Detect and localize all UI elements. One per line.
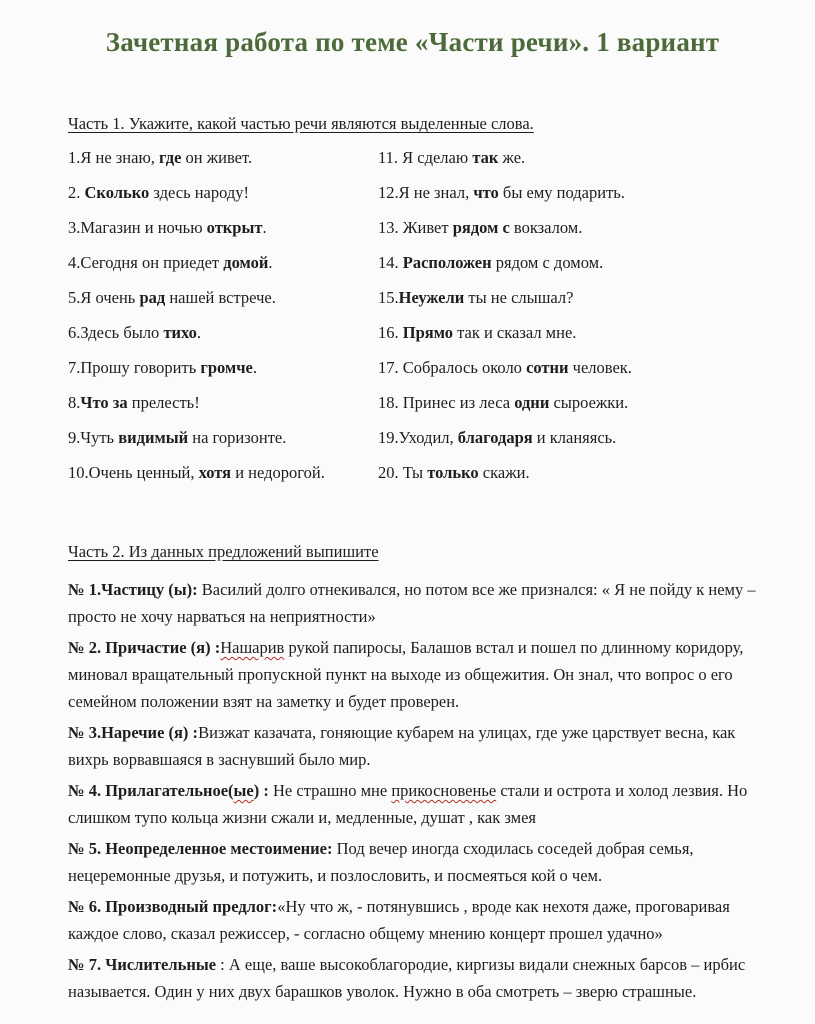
part2-task-5: № 5. Неопределенное местоимение: Под вечер иногда сходилась соседей добрая семья, нецеремонные друзья, и потужить, и позлословить, и посмеяться кой о чем. <box>68 839 694 885</box>
part2-task-1: № 1.Частицу (ы): Василий долго отнекивался, но потом все же признался: « Я не пойду к нему – просто не хочу нарваться на неприятности» <box>68 580 756 626</box>
part1-heading: Часть 1. Укажите, какой частью речи являются выделенные слова. <box>68 114 534 133</box>
part1-left-column <box>68 148 378 498</box>
part1-item-14: 14. Расположен рядом с домом. <box>378 253 604 272</box>
part1-item-8: 8.Что за прелесть! <box>68 393 200 412</box>
part1-item-13: 13. Живет рядом с вокзалом. <box>378 218 583 237</box>
part2-task-3: № 3.Наречие (я) :Визжат казачата, гоняющие кубарем на улицах, где уже царствует весна, как вихрь ворвавшаяся в заснувший было мир. <box>68 723 736 769</box>
part1-item-2: 2. Сколько здесь народу! <box>68 183 250 202</box>
part1-items-grid <box>68 148 757 498</box>
part1-item-12: 12.Я не знал, что бы ему подарить. <box>378 183 625 202</box>
part1-item-5: 5.Я очень рад нашей встрече. <box>68 288 276 307</box>
part2-task-4: № 4. Прилагательное(ые) : Не страшно мне прикосновенье стали и острота и холод лезвия. Но слишком тупо кольца жизни сжали и, медленные, душат , как змея <box>68 781 748 827</box>
part2-task-6: № 6. Производный предлог:«Ну что ж, - потянувшись , вроде как нехотя даже, проговаривая каждое слово, сказал режиссер, - согласно общему мнению концерт прошел удачно» <box>68 897 730 943</box>
part1-item-10: 10.Очень ценный, хотя и недорогой. <box>68 463 325 482</box>
page-title: Зачетная работа по теме «Части речи». 1 вариант <box>105 27 720 57</box>
part1-item-6: 6.Здесь было тихо. <box>68 323 202 342</box>
part1-item-20: 20. Ты только скажи. <box>378 463 530 482</box>
part1-item-17: 17. Собралось около сотни человек. <box>378 358 632 377</box>
part1-item-11: 11. Я сделаю так же. <box>378 148 526 167</box>
part1-item-4: 4.Сегодня он приедет домой. <box>68 253 273 272</box>
part1-right-column <box>378 148 757 498</box>
part2-section <box>68 542 757 1005</box>
part2-heading: Часть 2. Из данных предложений выпишите <box>68 542 379 561</box>
part2-task-7: № 7. Числительные : А еще, ваше высокоблагородие, киргизы видали снежных барсов – ирбис называется. Один у них двух барашков уволок. Нужно в оба смотреть – зверю страшные. <box>68 955 746 1001</box>
part1-item-18: 18. Принес из леса одни сыроежки. <box>378 393 629 412</box>
part1-item-1: 1.Я не знаю, где он живет. <box>68 148 253 167</box>
part1-item-7: 7.Прошу говорить громче. <box>68 358 257 377</box>
part1-item-19: 19.Уходил, благодаря и кланяясь. <box>378 428 617 447</box>
part2-task-2: № 2. Причастие (я) :Нашарив рукой папиросы, Балашов встал и пошел по длинному коридору, миновал вращательный пропускной пункт на выходе из общежития. Он знал, что вопрос о его семейном положении взят на заметку и будет проверен. <box>68 638 744 711</box>
part1-section <box>68 114 757 498</box>
part1-item-15: 15.Неужели ты не слышал? <box>378 288 574 307</box>
part1-item-9: 9.Чуть видимый на горизонте. <box>68 428 287 447</box>
part1-item-16: 16. Прямо так и сказал мне. <box>378 323 577 342</box>
part1-item-3: 3.Магазин и ночью открыт. <box>68 218 267 237</box>
